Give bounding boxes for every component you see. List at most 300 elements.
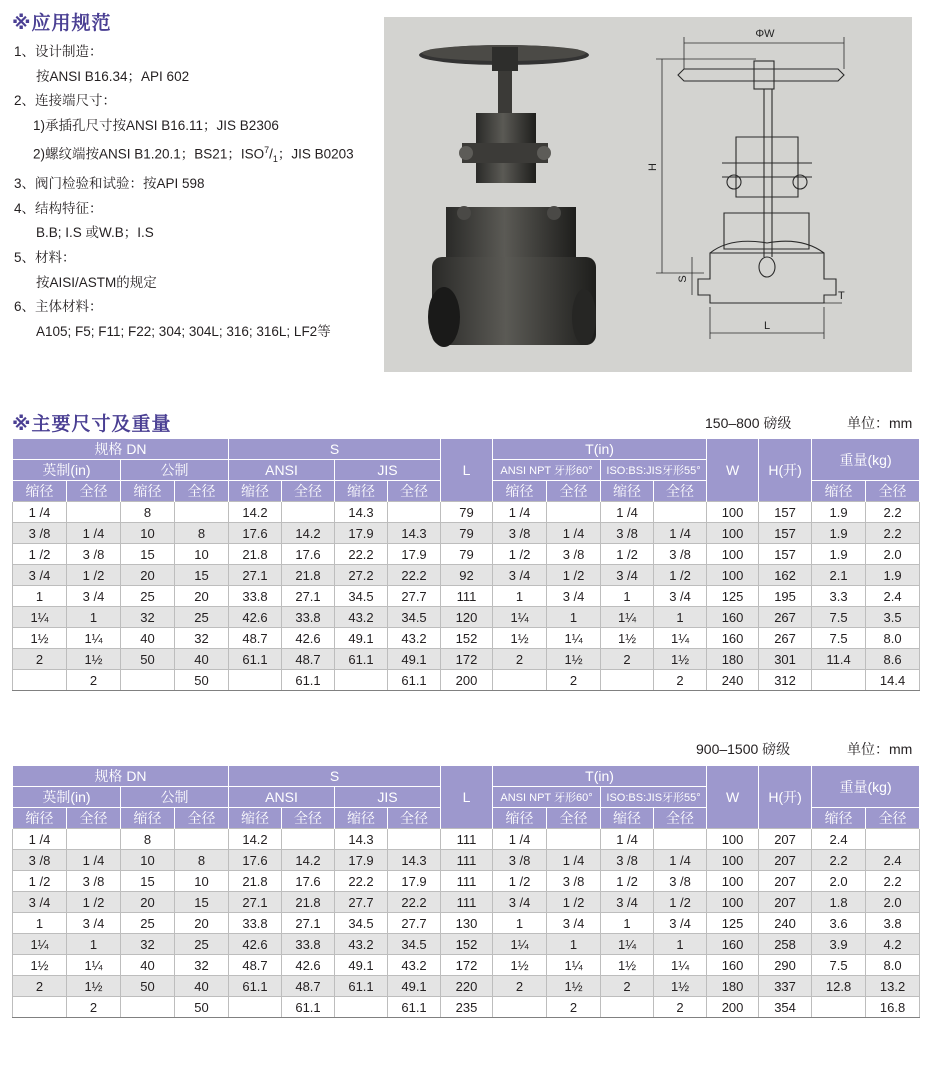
spec-item-4-value: B.B; I.S 或W.B；I.S — [36, 225, 154, 241]
header-full: 全径 — [547, 808, 601, 829]
table-cell: 1 — [67, 934, 121, 955]
table-cell: 354 — [759, 997, 812, 1018]
table-cell: 27.7 — [388, 586, 441, 607]
table-cell: 2 — [547, 670, 601, 691]
table-cell: 3 /8 — [601, 850, 654, 871]
table-cell: 1 — [13, 586, 67, 607]
table-cell: 207 — [759, 892, 812, 913]
table-cell: 10 — [121, 523, 175, 544]
table-cell: 1 /4 — [654, 523, 707, 544]
table-cell: 1 /2 — [67, 565, 121, 586]
header-full: 全径 — [866, 808, 920, 829]
header-iso-bs-jis: ISO:BS:JIS牙形55° — [601, 787, 707, 808]
table-cell: 125 — [707, 913, 759, 934]
table-cell — [67, 829, 121, 850]
table-cell: 1½ — [601, 955, 654, 976]
header-imperial: 英制(in) — [13, 787, 121, 808]
header-full: 全径 — [282, 808, 335, 829]
table-cell: 3 /4 — [547, 586, 601, 607]
spec-item-4-title: 4、结构特征： — [14, 200, 103, 216]
table-row — [13, 955, 920, 976]
table-cell: 2.4 — [866, 586, 920, 607]
table-cell: 8.0 — [866, 955, 920, 976]
table-cell: 162 — [759, 565, 812, 586]
table-cell: 100 — [707, 502, 759, 523]
table-cell: 7.5 — [812, 955, 866, 976]
table-cell: 3 /4 — [13, 892, 67, 913]
header-imperial: 英制(in) — [13, 460, 121, 481]
table-cell: 1 /2 — [654, 565, 707, 586]
table-cell: 111 — [441, 586, 493, 607]
table-cell: 2.1 — [812, 565, 866, 586]
header-t: T(in) — [493, 439, 707, 460]
table1-unit-label: 单位：mm — [847, 415, 913, 431]
table-cell: 200 — [707, 997, 759, 1018]
table-cell: 1 — [654, 607, 707, 628]
table-cell: 2.2 — [812, 850, 866, 871]
table-cell: 40 — [121, 628, 175, 649]
table-cell — [493, 997, 547, 1018]
header-weight: 重量(kg) — [812, 766, 920, 808]
table-cell: 20 — [121, 565, 175, 586]
table-cell: 15 — [175, 892, 229, 913]
header-full: 全径 — [388, 481, 441, 502]
table-cell: 13.2 — [866, 976, 920, 997]
header-reduced: 缩径 — [812, 808, 866, 829]
table-cell: 50 — [121, 649, 175, 670]
table-row — [13, 934, 920, 955]
table-cell: 160 — [707, 955, 759, 976]
table-cell: 1½ — [654, 976, 707, 997]
table-cell: 61.1 — [388, 997, 441, 1018]
table-cell: 15 — [175, 565, 229, 586]
table-cell: 27.1 — [229, 565, 282, 586]
table-cell: 1 /4 — [547, 523, 601, 544]
table-cell — [654, 829, 707, 850]
table-cell: 10 — [121, 850, 175, 871]
table-cell: 2 — [547, 997, 601, 1018]
table-cell: 111 — [441, 850, 493, 871]
table-cell — [229, 670, 282, 691]
table-cell: 267 — [759, 607, 812, 628]
table-cell: 42.6 — [282, 955, 335, 976]
table-cell: 1.8 — [812, 892, 866, 913]
table-row — [13, 670, 920, 691]
table-cell — [121, 997, 175, 1018]
table-cell — [812, 670, 866, 691]
dim-w-label: ΦW — [755, 28, 775, 40]
table-cell: 92 — [441, 565, 493, 586]
table-cell: 1.9 — [812, 502, 866, 523]
table-cell: 61.1 — [229, 976, 282, 997]
table-cell: 100 — [707, 565, 759, 586]
table-cell: 32 — [121, 607, 175, 628]
table-cell: 10 — [175, 871, 229, 892]
table-cell: 207 — [759, 850, 812, 871]
dim-t-label: T — [838, 290, 845, 302]
header-full: 全径 — [175, 481, 229, 502]
table-cell: 1 /4 — [601, 829, 654, 850]
table-cell: 1 — [601, 586, 654, 607]
table-cell: 1 /4 — [654, 850, 707, 871]
table-cell: 111 — [441, 892, 493, 913]
table-cell: 17.9 — [335, 850, 388, 871]
table-cell — [13, 670, 67, 691]
table-cell: 17.9 — [335, 523, 388, 544]
table-cell: 1¼ — [654, 955, 707, 976]
header-reduced: 缩径 — [812, 481, 866, 502]
table-cell: 43.2 — [388, 628, 441, 649]
table-cell: 4.2 — [866, 934, 920, 955]
table-cell: 61.1 — [335, 976, 388, 997]
table-cell: 157 — [759, 502, 812, 523]
table-cell: 1 — [493, 586, 547, 607]
table-cell: 14.2 — [229, 502, 282, 523]
table-cell: 49.1 — [335, 628, 388, 649]
table-cell: 27.7 — [335, 892, 388, 913]
table-cell: 3 /8 — [654, 544, 707, 565]
table-cell: 34.5 — [388, 934, 441, 955]
table-cell: 14.2 — [282, 850, 335, 871]
header-spec-dn: 规格 DN — [13, 766, 229, 787]
table-cell: 1¼ — [493, 607, 547, 628]
table-cell: 100 — [707, 544, 759, 565]
table-cell: 42.6 — [282, 628, 335, 649]
spec-item-6-value: A105; F5; F11; F22; 304; 304L; 316; 316L; LF2等 — [36, 323, 331, 339]
table-cell: 337 — [759, 976, 812, 997]
table-cell: 1¼ — [13, 934, 67, 955]
table-row — [13, 850, 920, 871]
table-cell: 25 — [121, 586, 175, 607]
header-weight: 重量(kg) — [812, 439, 920, 481]
table-cell: 1 /2 — [67, 892, 121, 913]
table-cell: 3 /4 — [493, 892, 547, 913]
table-cell: 17.9 — [388, 544, 441, 565]
table-cell: 3 /8 — [13, 523, 67, 544]
table-cell: 8.0 — [866, 628, 920, 649]
table-cell: 3.6 — [812, 913, 866, 934]
table-cell: 220 — [441, 976, 493, 997]
spec-item-6-title: 6、主体材料： — [14, 299, 103, 315]
table-cell: 8 — [121, 829, 175, 850]
table-cell — [13, 997, 67, 1018]
spec-item-2b — [14, 138, 354, 172]
table-cell: 2.4 — [866, 850, 920, 871]
table-cell: 25 — [175, 607, 229, 628]
table-cell: 34.5 — [335, 586, 388, 607]
table-cell: 1¼ — [67, 628, 121, 649]
table-row — [13, 913, 920, 934]
table-cell: 3.9 — [812, 934, 866, 955]
table-cell: 180 — [707, 649, 759, 670]
table-cell: 3 /8 — [493, 523, 547, 544]
header-reduced: 缩径 — [229, 808, 282, 829]
table-cell: 61.1 — [388, 670, 441, 691]
spec-list — [14, 40, 354, 344]
table-row — [13, 502, 920, 523]
table-cell: 1 /2 — [13, 544, 67, 565]
table-cell: 17.6 — [229, 523, 282, 544]
table-cell: 1½ — [601, 628, 654, 649]
table-cell: 1 — [493, 913, 547, 934]
table-cell: 14.2 — [229, 829, 282, 850]
table-cell: 40 — [175, 976, 229, 997]
table-cell: 16.8 — [866, 997, 920, 1018]
table-cell: 1 — [547, 607, 601, 628]
table-cell: 3 /4 — [601, 892, 654, 913]
table-row — [13, 628, 920, 649]
dimensions-heading: ※主要尺寸及重量 — [12, 413, 172, 435]
header-reduced: 缩径 — [121, 481, 175, 502]
table-cell: 2.0 — [812, 871, 866, 892]
table-cell: 17.6 — [282, 544, 335, 565]
table-cell: 49.1 — [335, 955, 388, 976]
table-row — [13, 565, 920, 586]
table-cell: 61.1 — [282, 997, 335, 1018]
table-cell: 312 — [759, 670, 812, 691]
table-cell: 14.4 — [866, 670, 920, 691]
header-full: 全径 — [654, 808, 707, 829]
table-cell: 17.6 — [229, 850, 282, 871]
table-cell: 3 /4 — [67, 913, 121, 934]
table-cell: 22.2 — [388, 892, 441, 913]
table-cell: 120 — [441, 607, 493, 628]
table-cell: 207 — [759, 829, 812, 850]
table-cell: 48.7 — [229, 955, 282, 976]
table-cell: 1¼ — [547, 628, 601, 649]
table-cell: 3 /4 — [13, 565, 67, 586]
table-cell: 33.8 — [229, 586, 282, 607]
table-row — [13, 976, 920, 997]
table-cell — [121, 670, 175, 691]
table-cell — [601, 997, 654, 1018]
table-cell: 1.9 — [812, 523, 866, 544]
header-iso-bs-jis: ISO:BS:JIS牙形55° — [601, 460, 707, 481]
table-cell: 1¼ — [654, 628, 707, 649]
table-cell — [282, 502, 335, 523]
header-ansi: ANSI — [229, 787, 335, 808]
table-cell: 2.0 — [866, 544, 920, 565]
header-l: L — [441, 439, 493, 502]
table-cell: 1¼ — [13, 607, 67, 628]
table-cell — [547, 502, 601, 523]
table-cell: 180 — [707, 976, 759, 997]
dimension-table-150-800 — [12, 439, 920, 691]
table-cell: 3 /4 — [67, 586, 121, 607]
table-cell: 32 — [121, 934, 175, 955]
table-cell: 160 — [707, 628, 759, 649]
table-cell: 1 /2 — [493, 871, 547, 892]
table-cell: 27.1 — [229, 892, 282, 913]
table-cell: 1 /2 — [601, 871, 654, 892]
table-cell: 172 — [441, 955, 493, 976]
table-row — [13, 586, 920, 607]
table-cell: 79 — [441, 544, 493, 565]
table-cell: 2 — [493, 976, 547, 997]
table-cell: 40 — [175, 649, 229, 670]
table-cell: 1½ — [547, 649, 601, 670]
table-cell: 152 — [441, 628, 493, 649]
table-cell: 1 /4 — [13, 829, 67, 850]
table-cell: 301 — [759, 649, 812, 670]
header-reduced: 缩径 — [229, 481, 282, 502]
header-reduced: 缩径 — [493, 481, 547, 502]
table-cell: 79 — [441, 523, 493, 544]
spec-item-1-value: 按ANSI B16.34；API 602 — [36, 68, 190, 84]
table-cell: 33.8 — [229, 913, 282, 934]
header-reduced: 缩径 — [601, 808, 654, 829]
table-cell: 50 — [175, 670, 229, 691]
table-cell: 1 /4 — [493, 502, 547, 523]
dimension-table-900-1500 — [12, 766, 920, 1018]
table-cell: 1 — [547, 934, 601, 955]
table-cell: 2 — [13, 649, 67, 670]
table-cell: 43.2 — [335, 934, 388, 955]
table-cell: 111 — [441, 829, 493, 850]
table-cell: 207 — [759, 871, 812, 892]
table-cell: 1.9 — [812, 544, 866, 565]
table-cell: 25 — [121, 913, 175, 934]
table-cell: 1 /2 — [13, 871, 67, 892]
table-cell — [175, 502, 229, 523]
header-reduced: 缩径 — [335, 808, 388, 829]
table-cell: 3 /8 — [601, 523, 654, 544]
table-cell: 3 /4 — [654, 586, 707, 607]
header-full: 全径 — [388, 808, 441, 829]
table-cell: 21.8 — [229, 544, 282, 565]
table-cell — [175, 829, 229, 850]
table-cell: 8 — [175, 850, 229, 871]
table-cell: 8.6 — [866, 649, 920, 670]
table-cell: 1½ — [13, 955, 67, 976]
table-cell: 2 — [13, 976, 67, 997]
header-reduced: 缩径 — [493, 808, 547, 829]
table-cell: 22.2 — [335, 871, 388, 892]
table-cell: 1 /2 — [493, 544, 547, 565]
valve-illustration-panel — [384, 17, 912, 372]
table-cell: 1 /4 — [547, 850, 601, 871]
table-cell: 15 — [121, 871, 175, 892]
table-cell: 100 — [707, 871, 759, 892]
spec-item-2b-sub: 1 — [272, 154, 278, 165]
table-row — [13, 829, 920, 850]
table-cell: 111 — [441, 871, 493, 892]
table-row — [13, 544, 920, 565]
table-cell: 12.8 — [812, 976, 866, 997]
table-cell: 27.1 — [282, 586, 335, 607]
header-ansi-npt: ANSI NPT 牙形60° — [493, 460, 601, 481]
table-cell: 17.6 — [282, 871, 335, 892]
table-cell: 2.2 — [866, 502, 920, 523]
table-cell — [654, 502, 707, 523]
table-cell: 2 — [493, 649, 547, 670]
table-cell: 1 /4 — [67, 850, 121, 871]
table-cell: 32 — [175, 955, 229, 976]
table-cell: 2.4 — [812, 829, 866, 850]
table-cell — [388, 502, 441, 523]
table-cell: 235 — [441, 997, 493, 1018]
spec-item-2b-slash: / — [269, 146, 273, 162]
table-cell: 42.6 — [229, 934, 282, 955]
table-cell: 1 /4 — [67, 523, 121, 544]
table-cell: 258 — [759, 934, 812, 955]
spec-heading: ※应用规范 — [12, 12, 112, 34]
table-cell: 1.9 — [866, 565, 920, 586]
spec-item-2a: 1)承插孔尺寸按ANSI B16.11；JIS B2306 — [33, 117, 279, 133]
table-cell: 1½ — [654, 649, 707, 670]
table-cell: 100 — [707, 829, 759, 850]
table-cell: 3 /8 — [13, 850, 67, 871]
table-cell: 1 — [13, 913, 67, 934]
table-cell: 48.7 — [282, 649, 335, 670]
header-h: H(开) — [759, 766, 812, 829]
table-cell: 240 — [759, 913, 812, 934]
table-cell: 1¼ — [547, 955, 601, 976]
header-full: 全径 — [866, 481, 920, 502]
table-cell: 157 — [759, 544, 812, 565]
table-cell: 3 /8 — [547, 871, 601, 892]
table-cell: 3.8 — [866, 913, 920, 934]
table-cell: 3 /4 — [493, 565, 547, 586]
table-cell: 2 — [601, 976, 654, 997]
table-cell — [335, 997, 388, 1018]
spec-item-5-title: 5、材料： — [14, 249, 76, 265]
spec-item-3: 3、阀门检验和试验：按API 598 — [14, 176, 205, 192]
table-cell: 1½ — [13, 628, 67, 649]
header-t: T(in) — [493, 766, 707, 787]
table-cell: 22.2 — [388, 565, 441, 586]
table-cell: 1 — [67, 607, 121, 628]
table-cell: 160 — [707, 934, 759, 955]
header-metric: 公制 — [121, 787, 229, 808]
table-cell: 3 /8 — [67, 871, 121, 892]
table-cell: 2 — [654, 670, 707, 691]
table-cell: 1¼ — [601, 607, 654, 628]
table-cell: 17.9 — [388, 871, 441, 892]
header-l: L — [441, 766, 493, 829]
table-cell: 130 — [441, 913, 493, 934]
table-cell: 1½ — [67, 649, 121, 670]
table-cell: 15 — [121, 544, 175, 565]
table-cell: 7.5 — [812, 628, 866, 649]
table-cell: 1 /4 — [13, 502, 67, 523]
table-cell: 3 /4 — [547, 913, 601, 934]
dim-l-label: L — [763, 320, 771, 332]
table-cell: 1 /4 — [493, 829, 547, 850]
table-row — [13, 649, 920, 670]
table-cell: 3 /8 — [67, 544, 121, 565]
table-cell: 100 — [707, 523, 759, 544]
spec-item-2b-post: ；JIS B0203 — [277, 146, 354, 162]
table-cell: 1 — [654, 934, 707, 955]
table-cell: 27.7 — [388, 913, 441, 934]
table-cell: 1¼ — [67, 955, 121, 976]
header-jis: JIS — [335, 460, 441, 481]
header-s: S — [229, 766, 441, 787]
table-cell: 61.1 — [282, 670, 335, 691]
table-cell: 3.3 — [812, 586, 866, 607]
header-reduced: 缩径 — [121, 808, 175, 829]
header-metric: 公制 — [121, 460, 229, 481]
header-h: H(开) — [759, 439, 812, 502]
header-reduced: 缩径 — [601, 481, 654, 502]
table-cell: 2 — [654, 997, 707, 1018]
table-cell: 43.2 — [388, 955, 441, 976]
table-cell: 1 /2 — [654, 892, 707, 913]
spec-item-2b-pre: 2)螺纹端按ANSI B1.20.1；BS21；ISO — [33, 146, 265, 162]
table-cell: 1½ — [67, 976, 121, 997]
table-cell: 10 — [175, 544, 229, 565]
